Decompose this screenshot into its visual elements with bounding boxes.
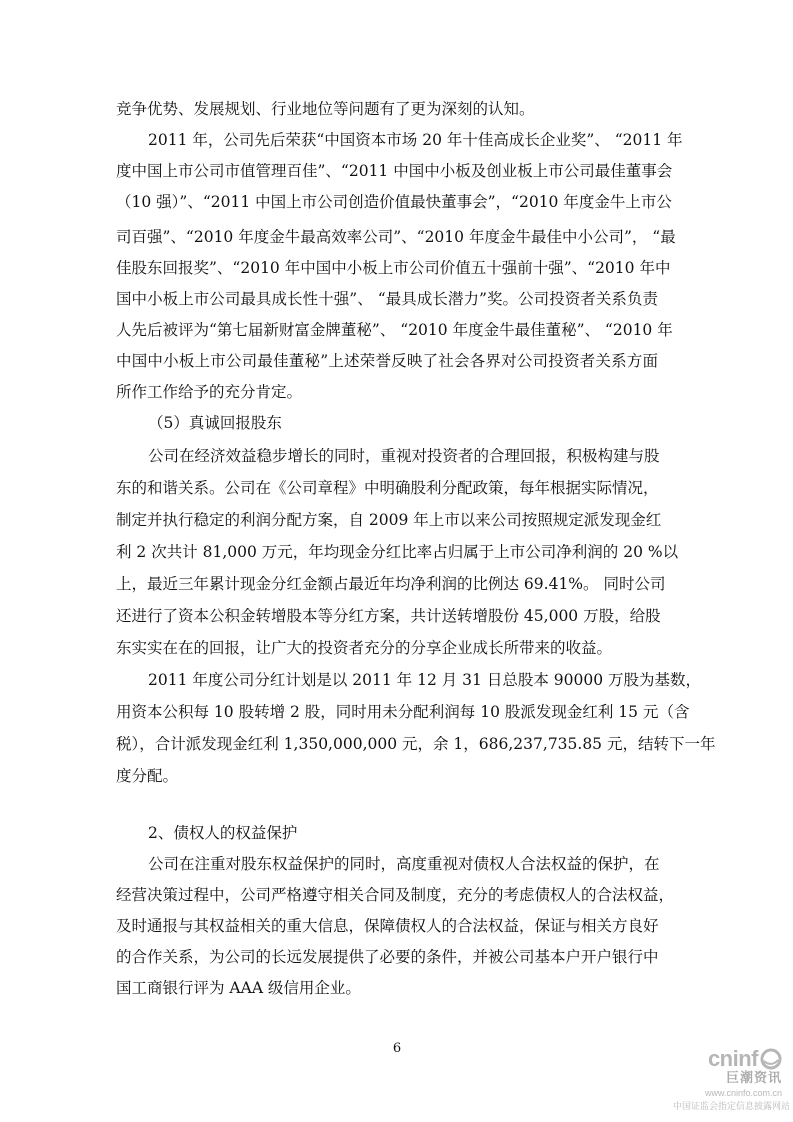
cninfo-swirl-icon <box>760 1048 782 1070</box>
page-number: 6 <box>392 1041 402 1056</box>
text-line: 2011 年，公司先后荣获“中国资本市场 20 年十佳高成长企业奖”、 “2011 年 <box>148 131 683 149</box>
watermark-logo-row <box>708 1047 782 1071</box>
text-line: 东的和谐关系。公司在《公司章程》中明确股利分配政策，每年根据实际情况， <box>116 479 659 497</box>
text-line: 公司在注重对股东权益保护的同时，高度重视对债权人合法权益的保护，在 <box>148 855 660 873</box>
section-heading: （5）真诚回报股东 <box>148 414 282 432</box>
text-line: 上，最近三年累计现金分红金额占最近年均净利润的比例达 69.41%。 同时公司 <box>116 575 666 593</box>
text-line: 制定并执行稳定的利润分配方案，自 2009 年上市以来公司按照规定派发现金红 <box>116 511 662 529</box>
text-line: 的合作关系，为公司的长远发展提供了必要的条件，并被公司基本户开户银行中 <box>116 948 659 966</box>
text-line: 中国中小板上市公司最佳董秘”上述荣誉反映了社会各界对公司投资者关系方面 <box>116 352 658 370</box>
text-line: 国中小板上市公司最具成长性十强”、 “最具成长潜力”奖。公司投资者关系负责 <box>116 290 658 308</box>
text-line: 人先后被评为“第七届新财富金牌董秘”、 “2010 年度金牛最佳董秘”、 “2010 年 <box>116 321 673 339</box>
text-line: 东实实在在的回报，让广大的投资者充分的分享企业成长所带来的收益。 <box>116 639 613 657</box>
watermark-logo-text: cninf <box>707 1046 758 1071</box>
section-heading: 2、债权人的权益保护 <box>148 824 298 842</box>
text-line: 司百强”、“2010 年度金牛最高效率公司”、“2010 年度金牛最佳中小公司”， “最 <box>116 228 676 246</box>
text-line: 及时通报与其权益相关的重大信息，保障债权人的合法权益，保证与相关方良好 <box>116 917 659 935</box>
cninfo-watermark <box>654 1047 790 1117</box>
text-line: 公司在经济效益稳步增长的同时，重视对投资者的合理回报，积极构建与股 <box>148 447 660 465</box>
text-line: 佳股东回报奖”、“2010 年中国中小板上市公司价值五十强前十强”、“2010 年中 <box>116 259 671 277</box>
text-line: 度分配。 <box>116 767 179 785</box>
watermark-url: www.cninfo.com.cn <box>704 1088 782 1098</box>
text-line: （10 强）”、“2011 中国上市公司创造价值最快董事会”，“2010 年度金牛上市公 <box>116 193 672 211</box>
text-line: 所作工作给予的充分肯定。 <box>116 383 303 401</box>
text-line: 利 2 次共计 81,000 万元，年均现金分红比率占归属于上市公司净利润的 20 %以 <box>116 543 679 561</box>
text-line: 经营决策过程中，公司严格遵守相关合同及制度，充分的考虑债权人的合法权益， <box>116 886 675 904</box>
watermark-description: 中国证监会指定信息披露网站 <box>672 1101 790 1111</box>
text-line: 用资本公积每 10 股转增 2 股，同时用未分配利润每 10 股派发现金红利 15 元（含 <box>116 703 690 721</box>
text-line: 还进行了资本公积金转增股本等分红方案，共计送转增股份 45,000 万股，给股 <box>116 607 661 625</box>
text-line: 国工商银行评为 AAA 级信用企业。 <box>116 979 361 997</box>
text-line: 竞争优势、发展规划、行业地位等问题有了更为深刻的认知。 <box>116 100 535 118</box>
text-line: 度中国上市公司市值管理百佳”、“2011 中国中小板及创业板上市公司最佳董事会 <box>116 162 673 180</box>
text-line: 2011 年度公司分红计划是以 2011 年 12 月 31 日总股本 90000 万股为基数， <box>148 671 701 689</box>
text-line: 税），合计派发现金红利 1,350,000,000 元，余 1，686,237,735.85 元，结转下一年 <box>116 735 716 753</box>
watermark-chinese-name: 巨潮资讯 <box>725 1070 782 1085</box>
